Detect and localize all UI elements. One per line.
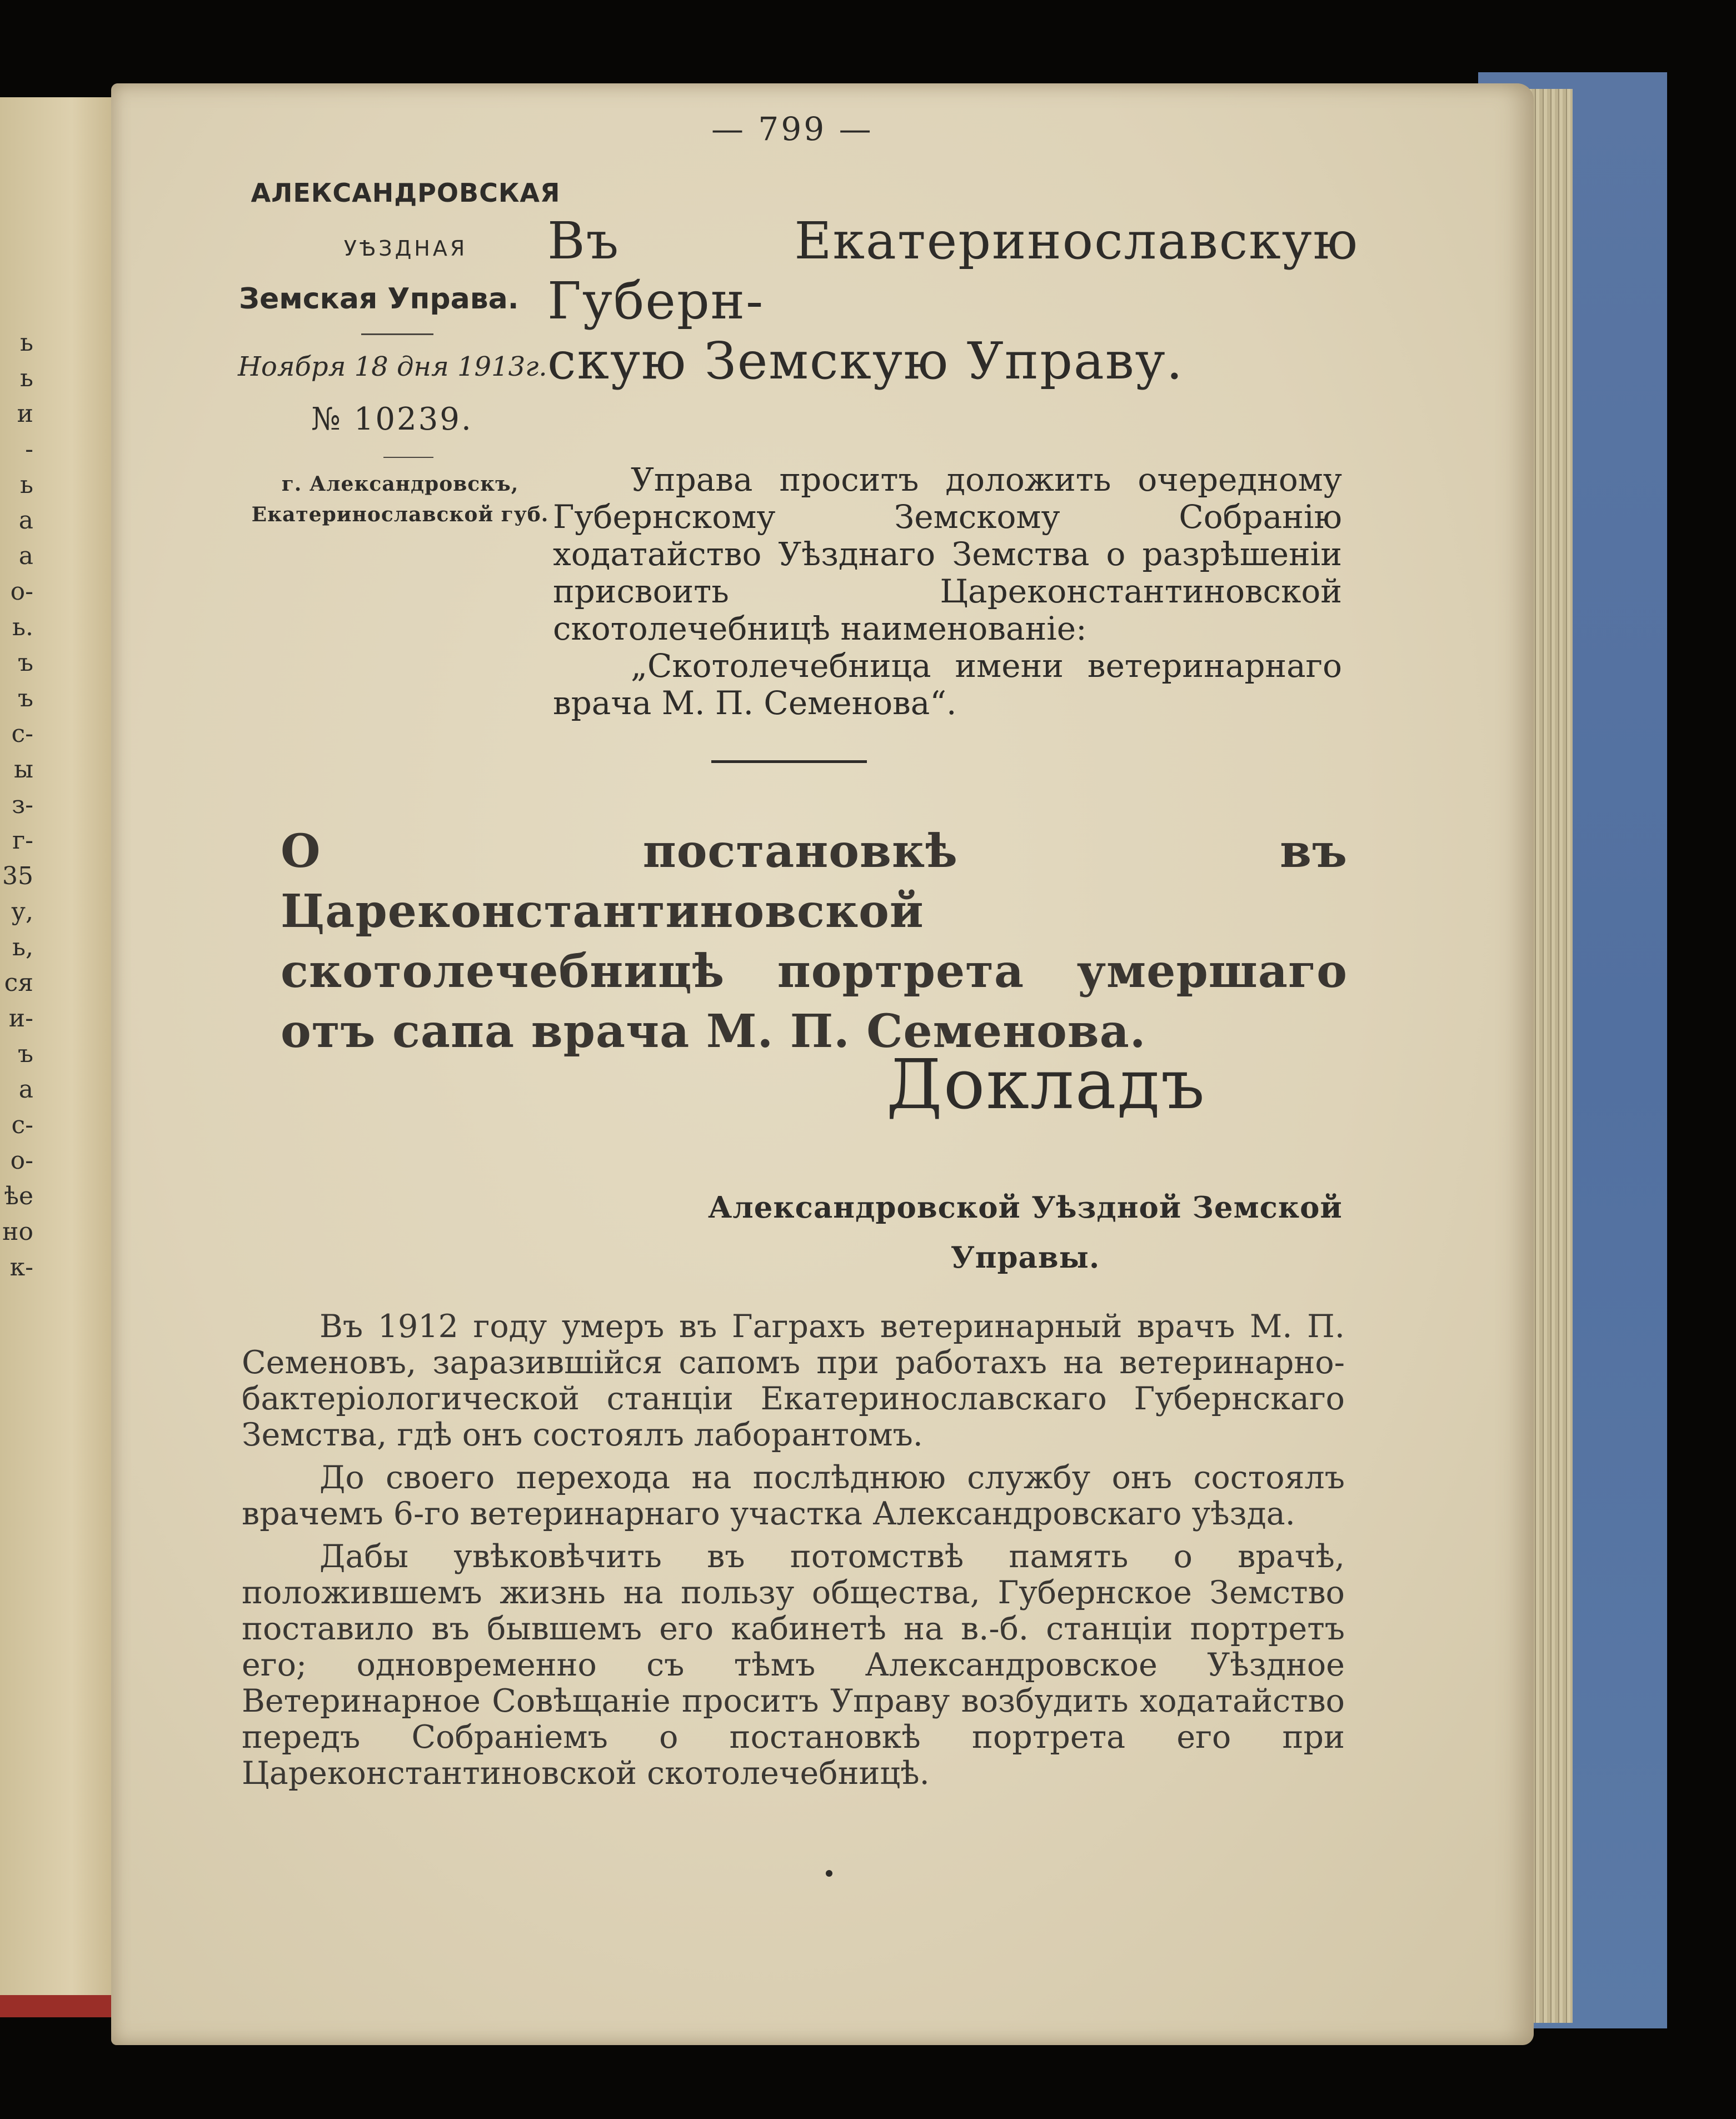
sender-rule <box>361 333 433 335</box>
number-rule <box>383 457 433 458</box>
left-page-fragment: ѣе <box>4 1182 33 1210</box>
body-paragraph-2: До своего перехода на послѣднюю службу онъ состоялъ врачемъ 6-го ветеринарнаго участка Александровскаго уѣзда. <box>242 1459 1345 1532</box>
left-page-fragment: ь <box>20 471 33 499</box>
left-page-fragment: ся <box>4 969 33 997</box>
addressee-line-1: Въ Екатеринославскую Губерн- <box>547 211 1359 331</box>
left-page-fragment: 35 <box>2 862 33 890</box>
left-page-text-fragments <box>0 325 33 1285</box>
left-page-fragment: о- <box>10 577 33 606</box>
subject-heading: О постановкѣ въ Цареконстантиновской скотолечебницѣ портрета умершаго отъ сапа врача М. П. Семенова. <box>281 825 1348 1058</box>
sender-name: Земская Управа. <box>239 282 519 316</box>
left-page-fragment: ы <box>13 755 33 784</box>
left-page-fragment: ь. <box>12 613 33 641</box>
report-subtitle-line-1: Александровской Уѣздной Земской <box>708 1190 1343 1225</box>
section-divider <box>711 760 867 763</box>
document-date: Ноября 18 дня 1913г. <box>238 351 547 382</box>
left-page-fragment: ь <box>20 328 33 357</box>
left-page-fragment: о- <box>10 1146 33 1175</box>
report-subtitle-line-2: Управы. <box>950 1240 1100 1275</box>
left-page-fragment: ь, <box>12 933 33 961</box>
document-number: № 10239. <box>311 401 473 437</box>
place-city: г. Александровскъ, <box>281 472 519 496</box>
report-body <box>242 1309 1345 1798</box>
left-page-fragment: - <box>25 435 33 463</box>
request-quote: „Скотолечебница имени ветеринарнаго врача М. П. Семенова“. <box>553 647 1342 722</box>
left-page-fragment: и <box>17 400 33 428</box>
addressee <box>547 211 1359 391</box>
left-page-fragment: г- <box>12 826 33 855</box>
request-text: Управа проситъ доложить очередному Губернскому Земскому Собранію ходатайство Уѣзднаго Земства о разрѣшеніи присвоить Цареконстантиновской скотолечебницѣ наименованіе: <box>553 461 1342 647</box>
body-paragraph-3: Дабы увѣковѣчить въ потомствѣ память о врачѣ, положившемъ жизнь на пользу общества, Губернское Земство поставило въ бывшемъ его кабинетѣ на в.-б. станціи портретъ его; одновременно съ тѣмъ Александровское Уѣздное Ветеринарное Совѣщаніе проситъ Управу возбудить ходатайство передъ Собраніемъ о постановкѣ портрета его при Цареконстантиновской скотолечебницѣ. <box>242 1538 1345 1792</box>
report-subtitle <box>706 1183 1345 1283</box>
left-page-fragment: к- <box>9 1253 33 1282</box>
left-page-fragment: ъ <box>18 649 33 677</box>
body-paragraph-1: Въ 1912 году умеръ въ Гаграхъ ветеринарный врачъ М. П. Семеновъ, заразившійся сапомъ при работахъ на ветеринарно-бактеріологической станціи Екатеринославскаго Губернскаго Земства, гдѣ онъ состоялъ лаборантомъ. <box>242 1308 1345 1453</box>
addressee-line-2: скую Земскую Управу. <box>547 331 1184 391</box>
page-mark-dot <box>826 1870 832 1877</box>
sender-type: УѢЗДНАЯ <box>343 236 468 261</box>
left-page-fragment: ь <box>20 364 33 392</box>
left-page-fragment: ъ <box>18 1040 33 1068</box>
sender-org: АЛЕКСАНДРОВСКАЯ <box>251 178 561 208</box>
left-page-fragment: а <box>18 542 33 570</box>
left-page-fragment: с- <box>11 1111 33 1139</box>
left-page-fragment: у, <box>11 898 33 926</box>
left-page-fragment: з- <box>12 791 33 819</box>
left-page-fragment: но <box>2 1218 33 1246</box>
page-number: — 799 — <box>711 110 874 148</box>
request-paragraph <box>553 461 1342 722</box>
left-page-fragment: а <box>18 506 33 535</box>
left-page-fragment: а <box>18 1075 33 1104</box>
left-page-fragment: и- <box>8 1004 33 1033</box>
left-page-fragment: ъ <box>18 684 33 712</box>
left-page-fragment: с- <box>11 720 33 748</box>
report-title: Докладъ <box>886 1045 1206 1125</box>
place-gubernia: Екатеринославской губ. <box>251 503 549 526</box>
